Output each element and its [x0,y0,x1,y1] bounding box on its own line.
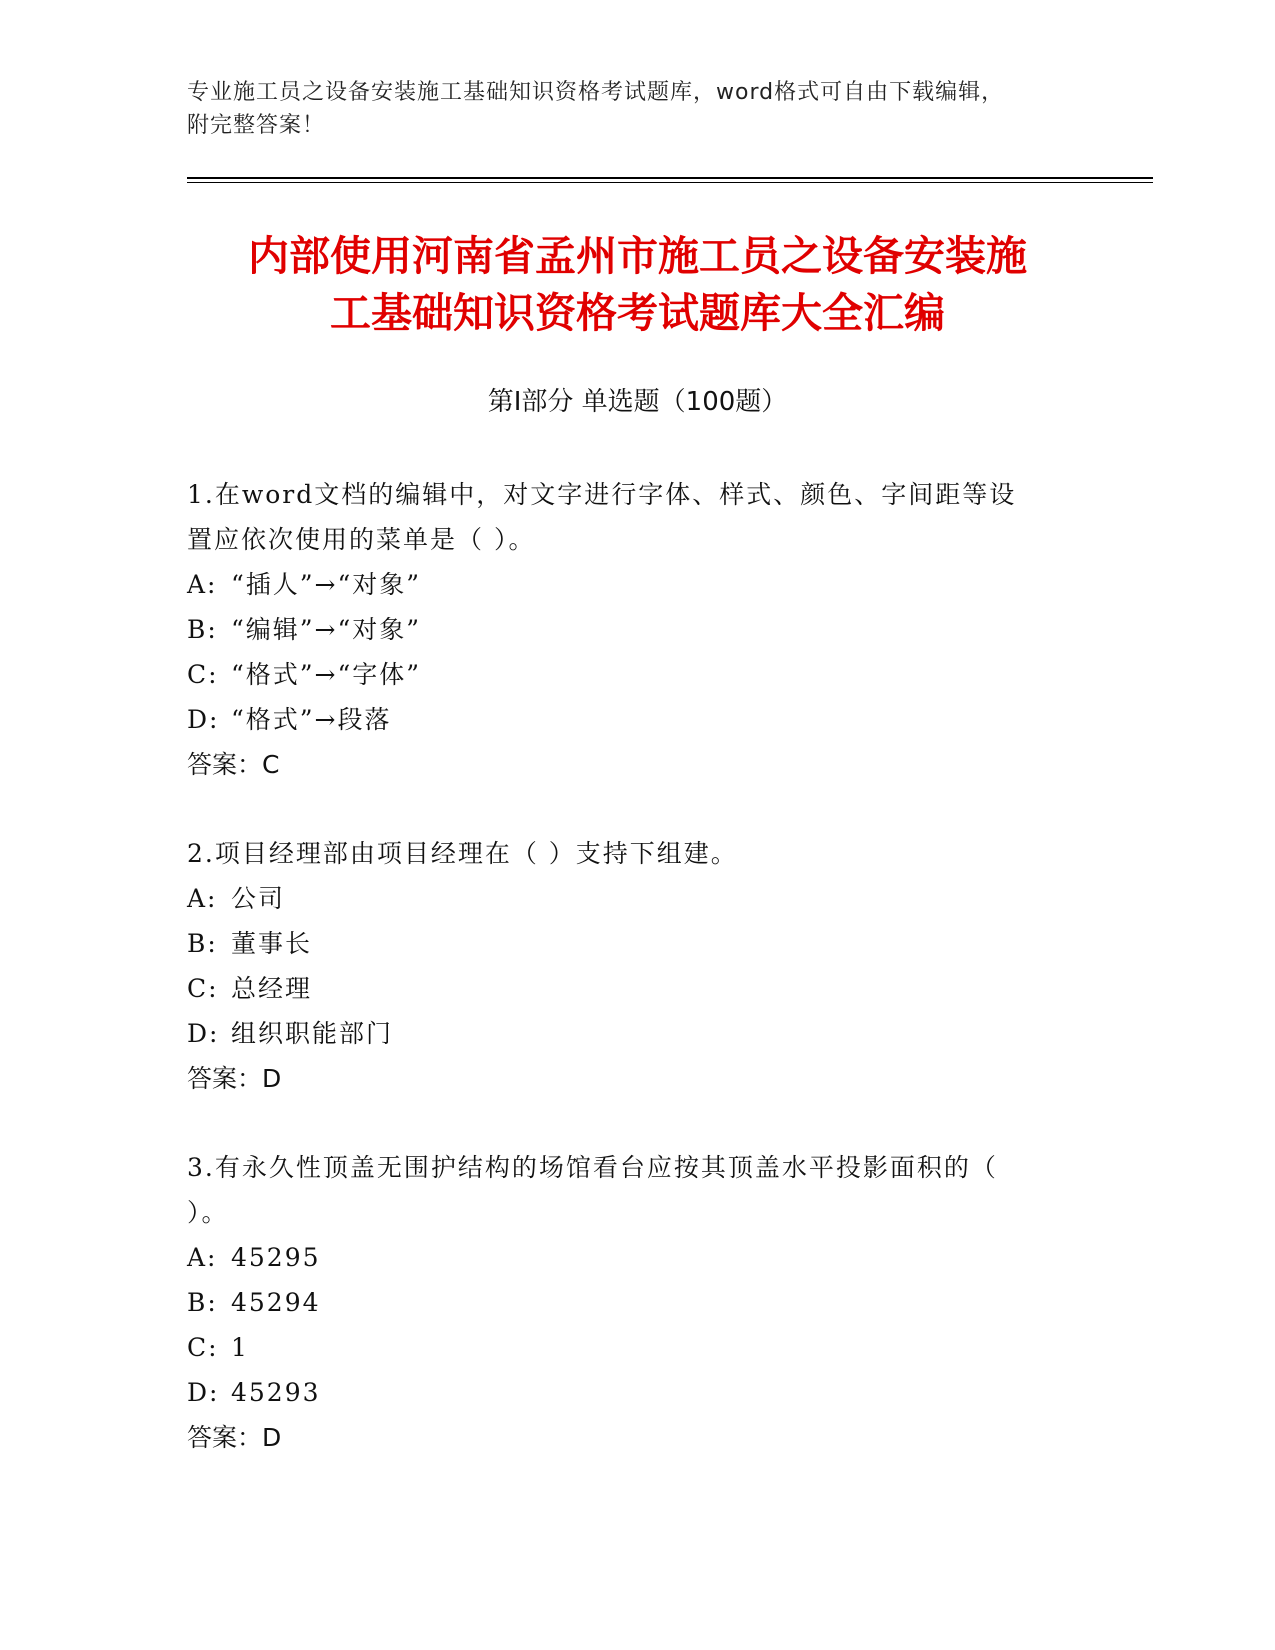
option-text: 董事长 [231,929,313,958]
option-letter: B: [187,615,218,644]
question-stem-line-2: 置应依次使用的菜单是（ ）。 [187,525,536,554]
answer: 答案：D [187,1423,282,1452]
option-c [187,1325,1067,1370]
option-d [187,697,1067,742]
question-stem-line-1: 2.项目经理部由项目经理在（ ）支持下组建。 [187,839,738,868]
option-text: “格式”→段落 [231,705,392,734]
header-rule-thin [187,182,1153,183]
option-b [187,607,1067,652]
option-b [187,921,1067,966]
question-stem-line-1: 1.在word文档的编辑中，对文字进行字体、样式、颜色、字间距等设 [187,480,1017,509]
option-a [187,876,1067,921]
option-b [187,1280,1067,1325]
document-title [120,228,1155,342]
option-a [187,562,1067,607]
option-letter: A: [187,570,218,599]
header-note-line-1: 专业施工员之设备安装施工基础知识资格考试题库，word格式可自由下载编辑， [187,80,1005,105]
question-list [187,472,1067,1460]
document-title-line-1: 内部使用河南省孟州市施工员之设备安装施 [248,232,1027,280]
option-letter: A: [187,1243,218,1272]
option-text: “编辑”→“对象” [231,615,422,644]
header-rule-thick [187,177,1153,179]
question-3 [187,1145,1067,1460]
question-2 [187,831,1067,1101]
option-text: 45293 [231,1378,321,1407]
question-stem-line-1: 3.有永久性顶盖无围护结构的场馆看台应按其顶盖水平投影面积的（ [187,1153,998,1182]
option-letter: C: [187,660,219,689]
answer: 答案：C [187,750,280,779]
header-note-line-2: 附完整答案！ [187,113,326,138]
document-title-line-2: 工基础知识资格考试题库大全汇编 [330,289,945,337]
option-a [187,1235,1067,1280]
question-stem-line-2: ）。 [187,1198,229,1227]
option-letter: C: [187,1333,219,1362]
option-d [187,1011,1067,1056]
option-text: 公司 [231,884,286,913]
option-letter: D: [187,1378,220,1407]
option-letter: D: [187,1019,220,1048]
option-d [187,1370,1067,1415]
option-c [187,966,1067,1011]
option-letter: A: [187,884,218,913]
option-letter: B: [187,929,218,958]
option-letter: B: [187,1288,218,1317]
option-text: 45294 [231,1288,321,1317]
option-text: “格式”→“字体” [231,660,422,689]
option-text: 1 [231,1333,249,1362]
option-text: 组织职能部门 [231,1019,394,1048]
section-heading: 第I部分 单选题（100题） [487,387,788,417]
option-text: 总经理 [231,974,313,1003]
option-c [187,652,1067,697]
question-1 [187,472,1067,787]
header-note [187,76,1067,142]
option-letter: D: [187,705,220,734]
option-text: “插人”→“对象” [231,570,422,599]
answer: 答案：D [187,1064,282,1093]
option-text: 45295 [231,1243,321,1272]
option-letter: C: [187,974,219,1003]
